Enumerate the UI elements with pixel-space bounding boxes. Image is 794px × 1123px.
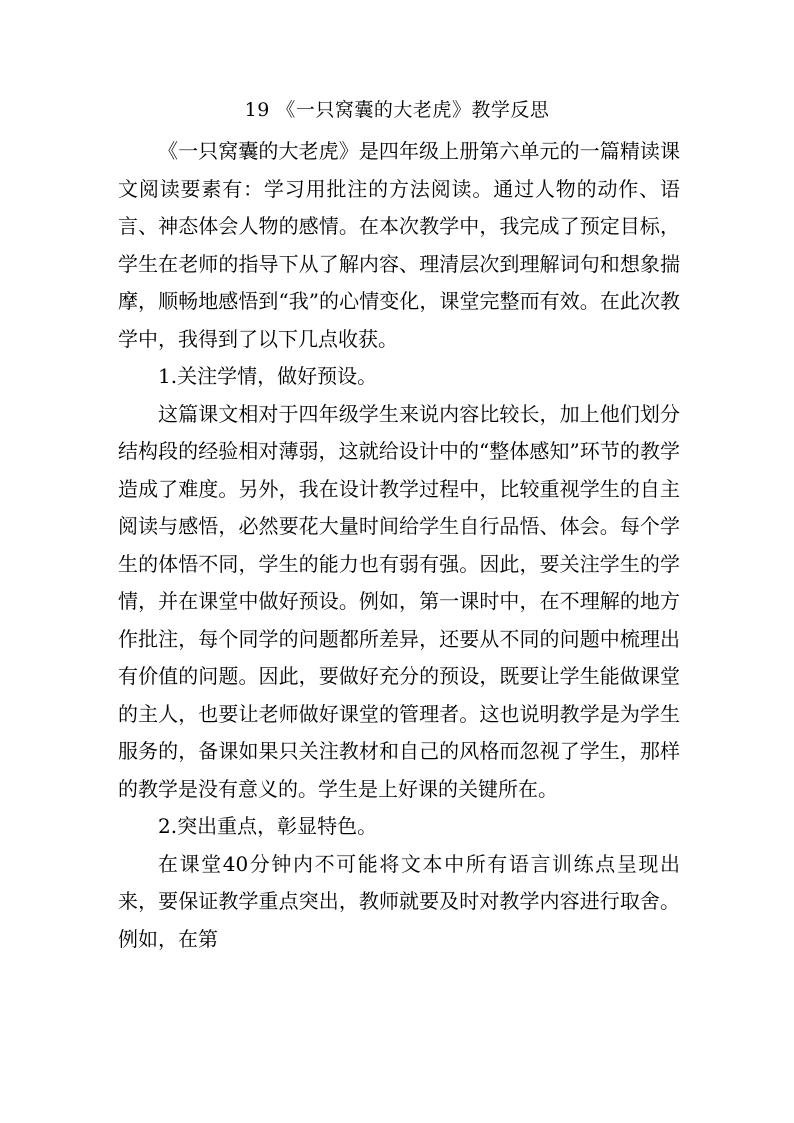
section-heading-1: 1.关注学情，做好预设。 <box>158 364 378 388</box>
paragraph-section-2: 在课堂40分钟内不可能将文本中所有语言训练点呈现出来，要保证教学重点突出，教师就要及时对教学内容进行取舍。例如，在第 <box>118 851 680 951</box>
document-title: 19 《一只窝囊的大老虎》教学反思 <box>244 99 550 121</box>
section-heading-2: 2.突出重点，彰显特色。 <box>158 814 378 838</box>
paragraph-section-1: 这篇课文相对于四年级学生来说内容比较长，加上他们划分结构段的经验相对薄弱，这就给设计中的“整体感知”环节的教学造成了难度。另外，我在设计教学过程中，比较重视学生的自主阅读与感悟，必然要花大量时间给学生自行品悟、体会。每个学生的体悟不同，学生的能力也有弱有强。因此，要关注学生的学情，并在课堂中做好预设。例如，第一课时中，在不理解的地方作批注，每个同学的问题都所差异，还要从不同的问题中梳理出有价值的问题。因此，要做好充分的预设，既要让学生能做课堂的主人，也要让老师做好课堂的管理者。这也说明教学是为学生服务的，备课如果只关注教材和自己的风格而忽视了学生，那样的教学是没有意义的。学生是上好课的关键所在。 <box>118 401 680 801</box>
document-body <box>118 133 680 958</box>
paragraph-intro: 《一只窝囊的大老虎》是四年级上册第六单元的一篇精读课文阅读要素有：学习用批注的方法阅读。通过人物的动作、语言、神态体会人物的感情。在本次教学中，我完成了预定目标，学生在老师的指导下从了解内容、理清层次到理解词句和想象揣摩，顺畅地感悟到“我”的心情变化，课堂完整而有效。在此次教学中，我得到了以下几点收获。 <box>118 139 680 351</box>
